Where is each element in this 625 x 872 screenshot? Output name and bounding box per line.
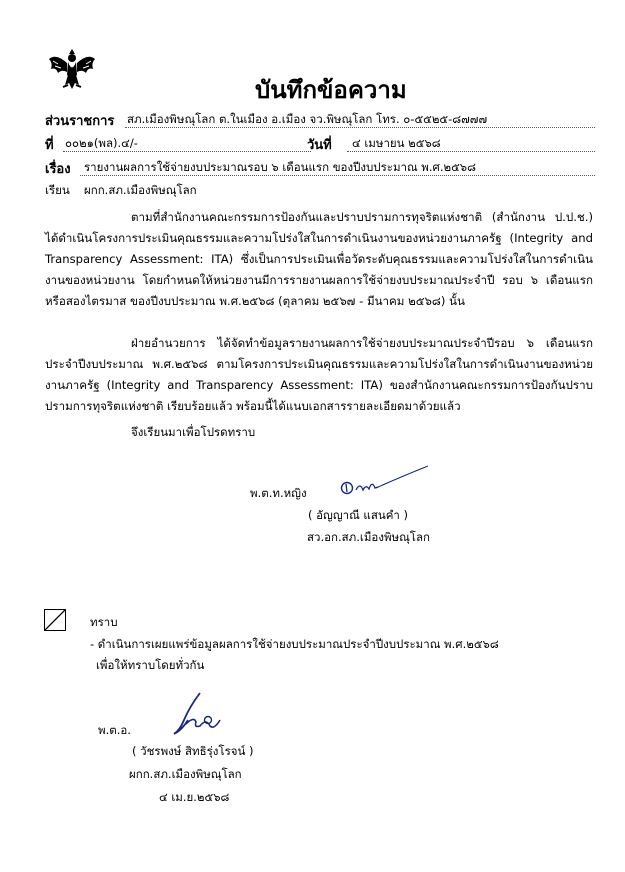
signature-mark-2 (170, 690, 226, 740)
reference-label: ที่ (45, 138, 54, 153)
signer2-rank: พ.ต.อ. (98, 723, 131, 737)
date-label: วันที่ (307, 138, 332, 153)
signer2-position: ผกก.สภ.เมืองพิษณุโลก (129, 767, 242, 781)
subject-label: เรื่อง (45, 162, 71, 177)
garuda-emblem-icon (46, 45, 98, 93)
acknowledge-text: ทราบ (90, 615, 118, 629)
signer1-position: สว.อก.สภ.เมืองพิษณุโลก (307, 530, 430, 544)
signer2-name: ( วัชรพงษ์ สิทธิรุ่งโรจน์ ) (132, 744, 254, 758)
reference-value: ๐๐๒๑(พล).๔/- (65, 136, 138, 150)
closing-line: จึงเรียนมาเพื่อโปรดทราบ (131, 425, 256, 439)
subject-value: รายงานผลการใช้จ่ายงบประมาณรอบ ๖ เดือนแรก ของปีงบประมาณ พ.ศ.๒๕๖๘ (84, 160, 476, 174)
signer1-name: ( อัญญาณี แสนคำ ) (308, 508, 409, 522)
recipient-label: เรียน (45, 183, 70, 197)
department-label: ส่วนราชการ (45, 114, 115, 129)
date-value: ๔ เมษายน ๒๕๖๘ (352, 136, 441, 150)
body-paragraph-2: ฝ่ายอำนวยการ ได้จัดทำข้อมูลรายงานผลการใช้จ่ายงบประมาณประจำปีรอบ ๖ เดือนแรก ประจำปีงบประมาณ พ.ศ.๒๕๖๘ ตามโครงการประเมินคุณธรรมและความโปร่งใสในการดำเนินงานของหน่วยงานภาครัฐ (Integrity and Transparency Assessment: ITA) ของสำนักงานคณะกรรมการป้องกันปราบปรามการทุจริตแห่งชาติ เรียบร้อยแล้ว พร้อมนี้ได้แนบเอกสารรายละเอียดมาด้วยแล้ว (45, 336, 593, 413)
endorsement-line-1: - ดำเนินการเผยแพร่ข้อมูลผลการใช้จ่ายงบประมาณประจำปีงบประมาณ พ.ศ.๒๕๖๘ (90, 637, 499, 651)
body-paragraph-1: ตามที่สำนักงานคณะกรรมการป้องกันและปราบปรามการทุจริตแห่งชาติ (สำนักงาน ป.ป.ช.) ได้ดำเนินโครงการประเมินคุณธรรมและความโปร่งใสในการดำเนินงานของหน่วยงานภาครัฐ (Integrity and Transparency Assessment: ITA) ซึ่งเป็นการประเมินเพื่อวัดระดับคุณธรรมและความโปร่งใสในการดำเนินงานของหน่วยงาน โดยกำหนดให้หน่วยงานมีการรายงานผลการใช้จ่ายงบประมาณประจำปี รอบ ๖ เดือนแรก หรือสองไตรมาส ของปีงบประมาณ พ.ศ.๒๕๖๘ (ตุลาคม ๒๕๖๗ - มีนาคม ๒๕๖๘) นั้น (45, 210, 593, 308)
memo-title: บันทึกข้อความ (255, 75, 407, 104)
signature-mark-1 (336, 462, 432, 502)
signer1-rank: พ.ต.ท.หญิง (250, 486, 307, 500)
endorsement-line-2: เพื่อให้ทราบโดยทั่วกัน (96, 658, 205, 672)
acknowledge-checkbox (44, 609, 66, 631)
signer2-date: ๔ เม.ย.๒๕๖๘ (159, 790, 230, 804)
recipient-value: ผกก.สภ.เมืองพิษณุโลก (84, 183, 197, 197)
department-value: สภ.เมืองพิษณุโลก ต.ในเมือง อ.เมือง จว.พิษณุโลก โทร. ๐-๕๕๒๕-๘๗๗๗ (127, 112, 488, 126)
